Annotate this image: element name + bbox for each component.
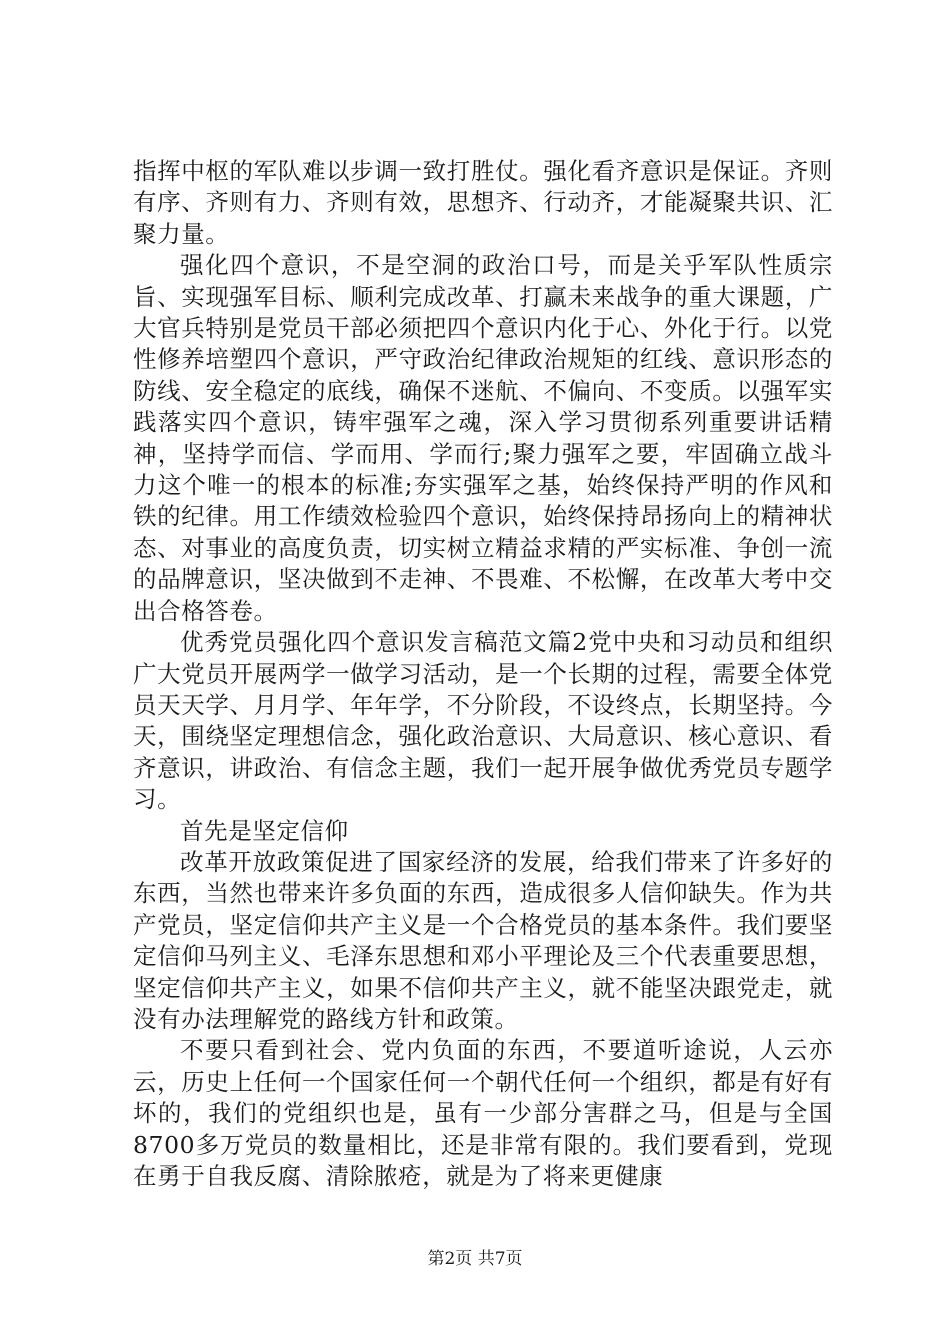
paragraph: 强化四个意识，不是空洞的政治口号，而是关乎军队性质宗旨、实现强军目标、顺利完成改革、打赢未来战争的重大课题，广大官兵特别是党员干部必须把四个意识内化于心、外化于行。以党性修养培塑四个意识，严守政治纪律政治规矩的红线、意识形态的防线、安全稳定的底线，确保不迷航、不偏向、不变质。以强军实践落实四个意识，铸牢强军之魂，深入学习贯彻系列重要讲话精神，坚持学而信、学而用、学而行;聚力强军之要，牢固确立战斗力这个唯一的根本的标准;夯实强军之基，始终保持严明的作风和铁的纪律。用工作绩效检验四个意识，始终保持昂扬向上的精神状态、对事业的高度负责，切实树立精益求精的严实标准、争创一流的品牌意识，坚决做到不走神、不畏难、不松懈，在改革大考中交出合格答卷。 (133, 251, 833, 625)
paragraph: 改革开放政策促进了国家经济的发展，给我们带来了许多好的东西，当然也带来许多负面的东西，造成很多人信仰缺失。作为共产党员，坚定信仰共产主义是一个合格党员的基本条件。我们要坚定信仰马列主义、毛泽东思想和邓小平理论及三个代表重要思想，坚定信仰共产主义，如果不信仰共产主义，就不能坚决跟党走，就没有办法理解党的路线方针和政策。 (133, 847, 833, 1033)
paragraph: 不要只看到社会、党内负面的东西，不要道听途说，人云亦云，历史上任何一个国家任何一个朝代任何一个组织，都是有好有坏的，我们的党组织也是，虽有一少部分害群之马，但是与全国8700多万党员的数量相比，还是非常有限的。我们要看到，党现在勇于自我反腐、清除脓疮，就是为了将来更健康 (133, 1036, 833, 1190)
section-heading: 首先是坚定信仰 (180, 816, 349, 845)
page-number-footer: 第2页 共7页 (427, 1249, 523, 1269)
paragraph: 指挥中枢的军队难以步调一致打胜仗。强化看齐意识是保证。齐则有序、齐则有力、齐则有效，思想齐、行动齐，才能凝聚共识、汇聚力量。 (133, 157, 833, 248)
paragraph: 优秀党员强化四个意识发言稿范文篇2党中央和习动员和组织广大党员开展两学一做学习活动，是一个长期的过程，需要全体党员天天学、月月学、年年学，不分阶段，不设终点，长期坚持。今天，围绕坚定理想信念，强化政治意识、大局意识、核心意识、看齐意识，讲政治、有信念主题，我们一起开展争做优秀党员专题学习。 (133, 628, 833, 814)
document-body (133, 156, 833, 1192)
